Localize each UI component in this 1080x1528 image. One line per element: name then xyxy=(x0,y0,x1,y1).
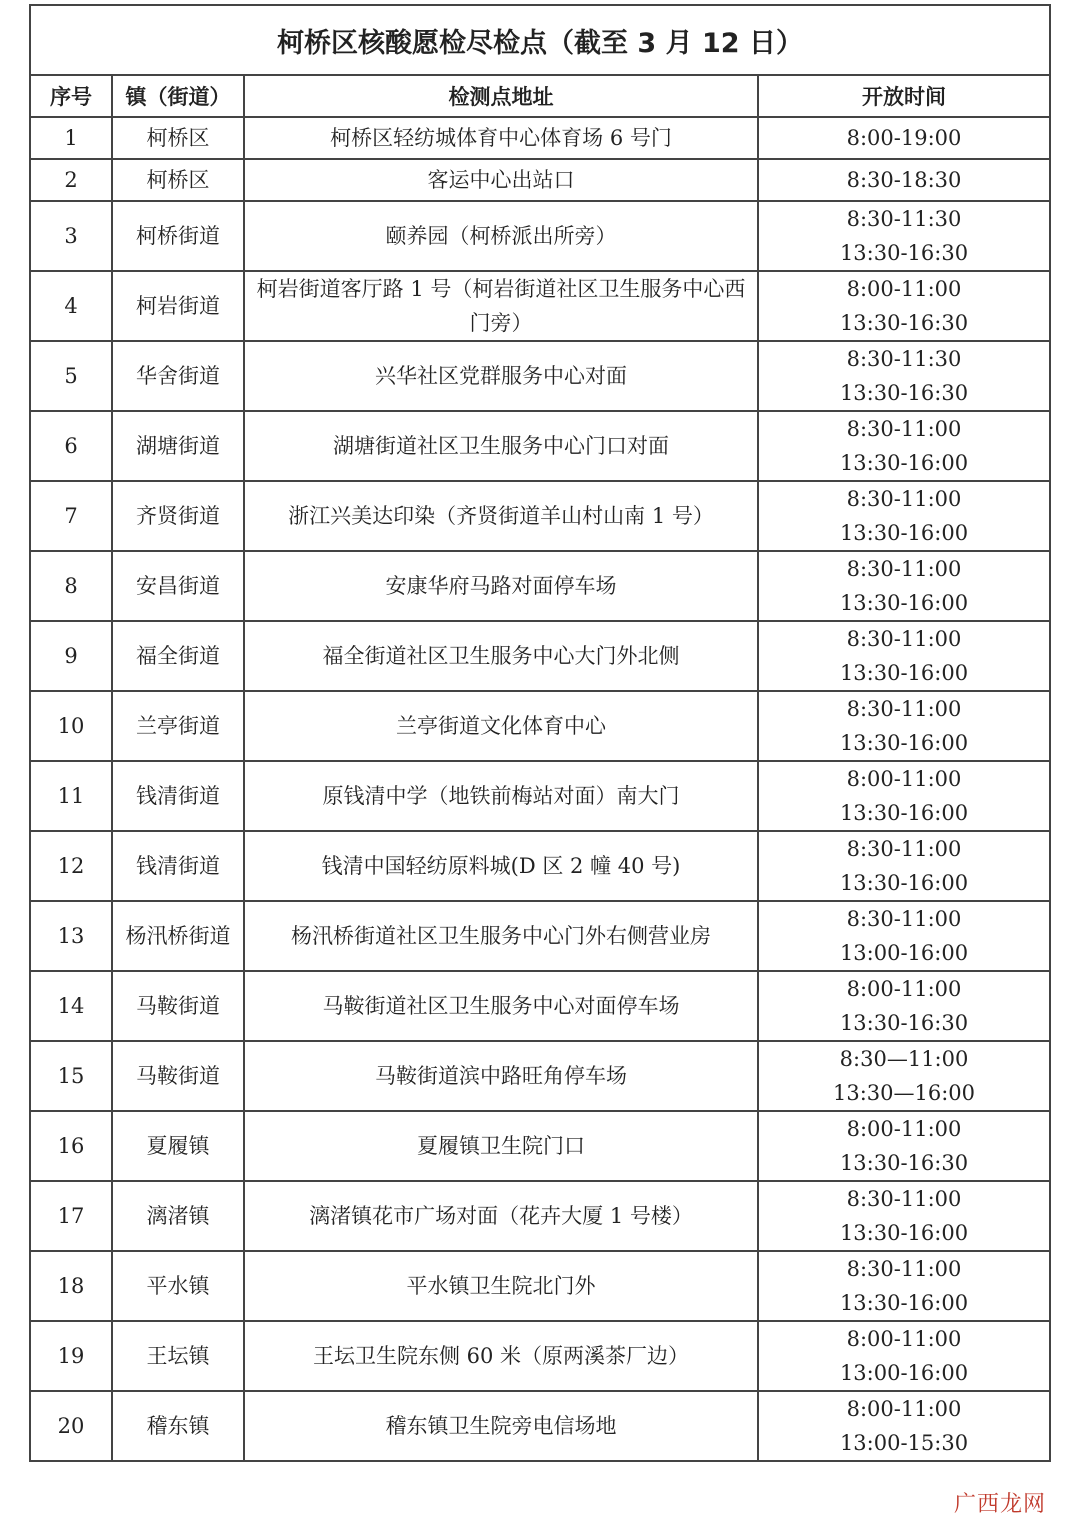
hours-line: 13:30-16:00 xyxy=(839,871,969,895)
cell-no: 1 xyxy=(30,117,112,159)
cell-address: 稽东镇卫生院旁电信场地 xyxy=(244,1391,758,1461)
cell-town: 柯桥街道 xyxy=(112,201,244,271)
cell-hours xyxy=(758,971,1050,1041)
hours-line: 8:30-11:00 xyxy=(846,1187,962,1211)
cell-hours xyxy=(758,1041,1050,1111)
cell-hours xyxy=(758,271,1050,341)
cell-hours xyxy=(758,411,1050,481)
cell-address: 马鞍街道社区卫生服务中心对面停车场 xyxy=(244,971,758,1041)
table-row xyxy=(30,831,1050,901)
cell-hours xyxy=(758,159,1050,201)
cell-town: 稽东镇 xyxy=(112,1391,244,1461)
testing-sites-table xyxy=(29,4,1051,1462)
hours-line: 13:30-16:30 xyxy=(839,1151,969,1175)
table-row xyxy=(30,1321,1050,1391)
hours-line: 13:30-16:00 xyxy=(839,1221,969,1245)
cell-town: 安昌街道 xyxy=(112,551,244,621)
hours-line: 8:30-18:30 xyxy=(846,168,962,192)
cell-town: 柯桥区 xyxy=(112,159,244,201)
cell-no: 19 xyxy=(30,1321,112,1391)
cell-hours xyxy=(758,551,1050,621)
cell-address: 湖塘街道社区卫生服务中心门口对面 xyxy=(244,411,758,481)
hours-line: 8:30—11:00 xyxy=(839,1047,969,1071)
cell-hours xyxy=(758,691,1050,761)
hours-line: 13:30-16:00 xyxy=(839,731,969,755)
hours-line: 8:00-11:00 xyxy=(846,1117,962,1141)
hours-line: 13:30-16:00 xyxy=(839,661,969,685)
cell-address: 浙江兴美达印染（齐贤街道羊山村山南 1 号） xyxy=(244,481,758,551)
cell-hours xyxy=(758,621,1050,691)
cell-address: 杨汛桥街道社区卫生服务中心门外右侧营业房 xyxy=(244,901,758,971)
cell-hours xyxy=(758,1181,1050,1251)
table-row xyxy=(30,621,1050,691)
table-row xyxy=(30,117,1050,159)
cell-town: 漓渚镇 xyxy=(112,1181,244,1251)
table-row xyxy=(30,481,1050,551)
cell-address: 兴华社区党群服务中心对面 xyxy=(244,341,758,411)
table-row xyxy=(30,691,1050,761)
cell-no: 15 xyxy=(30,1041,112,1111)
hours-line: 8:30-11:00 xyxy=(846,907,962,931)
cell-address: 王坛卫生院东侧 60 米（原两溪茶厂边） xyxy=(244,1321,758,1391)
cell-address: 兰亭街道文化体育中心 xyxy=(244,691,758,761)
cell-address: 漓渚镇花市广场对面（花卉大厦 1 号楼） xyxy=(244,1181,758,1251)
hours-line: 8:30-11:00 xyxy=(846,487,962,511)
header-town: 镇（街道） xyxy=(112,75,244,117)
header-row xyxy=(30,75,1050,117)
cell-no: 13 xyxy=(30,901,112,971)
table-row xyxy=(30,1251,1050,1321)
cell-address: 柯桥区轻纺城体育中心体育场 6 号门 xyxy=(244,117,758,159)
hours-line: 8:00-11:00 xyxy=(846,1327,962,1351)
hours-line: 8:30-11:30 xyxy=(846,207,962,231)
cell-town: 柯桥区 xyxy=(112,117,244,159)
hours-line: 8:30-11:00 xyxy=(846,417,962,441)
table-row xyxy=(30,971,1050,1041)
hours-line: 8:30-11:00 xyxy=(846,1257,962,1281)
cell-address: 原钱清中学（地铁前梅站对面）南大门 xyxy=(244,761,758,831)
header-hours: 开放时间 xyxy=(758,75,1050,117)
watermark-logo: 广西龙网 xyxy=(953,1492,1046,1517)
cell-hours xyxy=(758,831,1050,901)
cell-no: 14 xyxy=(30,971,112,1041)
cell-town: 钱清街道 xyxy=(112,761,244,831)
hours-line: 13:30-16:30 xyxy=(839,311,969,335)
hours-line: 8:30-11:30 xyxy=(846,347,962,371)
hours-line: 8:00-11:00 xyxy=(846,977,962,1001)
cell-hours xyxy=(758,201,1050,271)
hours-line: 13:30-16:30 xyxy=(839,241,969,265)
cell-no: 5 xyxy=(30,341,112,411)
cell-no: 8 xyxy=(30,551,112,621)
cell-address: 夏履镇卫生院门口 xyxy=(244,1111,758,1181)
hours-line: 13:30-16:00 xyxy=(839,1291,969,1315)
cell-town: 平水镇 xyxy=(112,1251,244,1321)
table-row xyxy=(30,341,1050,411)
cell-no: 17 xyxy=(30,1181,112,1251)
cell-address: 平水镇卫生院北门外 xyxy=(244,1251,758,1321)
table-row xyxy=(30,411,1050,481)
cell-address: 颐养园（柯桥派出所旁） xyxy=(244,201,758,271)
cell-town: 福全街道 xyxy=(112,621,244,691)
hours-line: 13:00-16:00 xyxy=(839,1361,969,1385)
table-row xyxy=(30,551,1050,621)
cell-no: 4 xyxy=(30,271,112,341)
cell-hours xyxy=(758,761,1050,831)
hours-line: 13:00-15:30 xyxy=(839,1431,969,1455)
cell-town: 马鞍街道 xyxy=(112,971,244,1041)
cell-hours xyxy=(758,481,1050,551)
cell-no: 9 xyxy=(30,621,112,691)
cell-hours xyxy=(758,1251,1050,1321)
hours-line: 8:00-11:00 xyxy=(846,1397,962,1421)
cell-town: 兰亭街道 xyxy=(112,691,244,761)
cell-no: 2 xyxy=(30,159,112,201)
hours-line: 13:30-16:00 xyxy=(839,801,969,825)
cell-hours xyxy=(758,901,1050,971)
table-row xyxy=(30,901,1050,971)
cell-town: 湖塘街道 xyxy=(112,411,244,481)
header-no: 序号 xyxy=(30,75,112,117)
header-address: 检测点地址 xyxy=(244,75,758,117)
document-sheet xyxy=(29,4,1049,1462)
cell-no: 20 xyxy=(30,1391,112,1461)
table-row xyxy=(30,159,1050,201)
cell-address: 柯岩街道客厅路 1 号（柯岩街道社区卫生服务中心西门旁） xyxy=(244,271,758,341)
cell-town: 柯岩街道 xyxy=(112,271,244,341)
cell-town: 马鞍街道 xyxy=(112,1041,244,1111)
hours-line: 8:30-11:00 xyxy=(846,627,962,651)
cell-hours xyxy=(758,341,1050,411)
hours-line: 8:30-11:00 xyxy=(846,837,962,861)
hours-line: 8:00-11:00 xyxy=(846,277,962,301)
cell-town: 夏履镇 xyxy=(112,1111,244,1181)
cell-no: 6 xyxy=(30,411,112,481)
cell-address: 钱清中国轻纺原料城(D 区 2 幢 40 号) xyxy=(244,831,758,901)
hours-line: 13:30-16:00 xyxy=(839,591,969,615)
cell-no: 16 xyxy=(30,1111,112,1181)
hours-line: 8:30-11:00 xyxy=(846,697,962,721)
hours-line: 13:30-16:00 xyxy=(839,451,969,475)
cell-hours xyxy=(758,1391,1050,1461)
table-row xyxy=(30,1111,1050,1181)
cell-town: 齐贤街道 xyxy=(112,481,244,551)
table-row xyxy=(30,1391,1050,1461)
cell-address: 马鞍街道滨中路旺角停车场 xyxy=(244,1041,758,1111)
table-row xyxy=(30,271,1050,341)
hours-line: 13:30-16:30 xyxy=(839,381,969,405)
hours-line: 8:00-11:00 xyxy=(846,767,962,791)
cell-address: 安康华府马路对面停车场 xyxy=(244,551,758,621)
cell-no: 12 xyxy=(30,831,112,901)
cell-no: 7 xyxy=(30,481,112,551)
table-row xyxy=(30,1041,1050,1111)
cell-address: 福全街道社区卫生服务中心大门外北侧 xyxy=(244,621,758,691)
cell-address: 客运中心出站口 xyxy=(244,159,758,201)
cell-hours xyxy=(758,1321,1050,1391)
table-body xyxy=(30,117,1050,1461)
table-row xyxy=(30,761,1050,831)
cell-town: 钱清街道 xyxy=(112,831,244,901)
table-row xyxy=(30,1181,1050,1251)
cell-town: 华舍街道 xyxy=(112,341,244,411)
hours-line: 13:30-16:00 xyxy=(839,521,969,545)
cell-no: 10 xyxy=(30,691,112,761)
cell-town: 杨汛桥街道 xyxy=(112,901,244,971)
table-title: 柯桥区核酸愿检尽检点（截至 3 月 12 日） xyxy=(30,5,1050,75)
cell-no: 11 xyxy=(30,761,112,831)
cell-hours xyxy=(758,1111,1050,1181)
hours-line: 13:00-16:00 xyxy=(839,941,969,965)
table-row xyxy=(30,201,1050,271)
cell-town: 王坛镇 xyxy=(112,1321,244,1391)
hours-line: 13:30—16:00 xyxy=(832,1081,976,1105)
hours-line: 8:30-11:00 xyxy=(846,557,962,581)
cell-hours xyxy=(758,117,1050,159)
hours-line: 8:00-19:00 xyxy=(846,126,962,150)
cell-no: 3 xyxy=(30,201,112,271)
hours-line: 13:30-16:30 xyxy=(839,1011,969,1035)
cell-no: 18 xyxy=(30,1251,112,1321)
